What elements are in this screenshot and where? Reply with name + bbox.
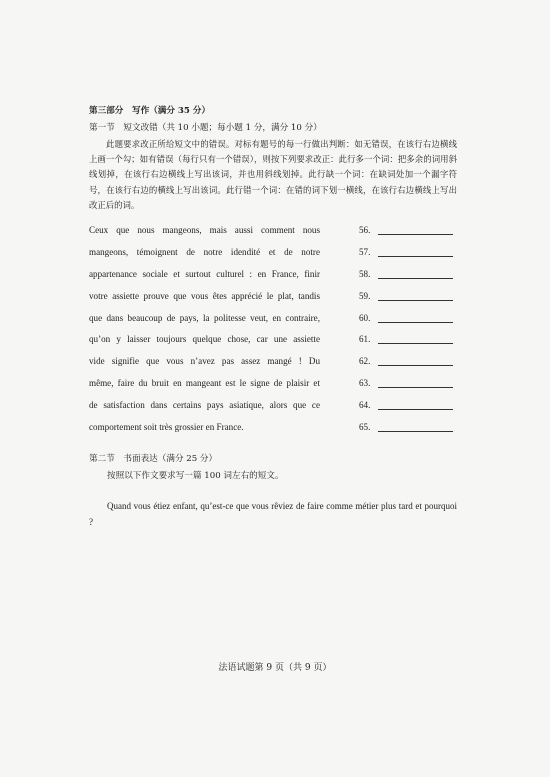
- writing-prompt: Quand vous étiez enfant, qu’est-ce que vous rêviez de faire comme métier plus tard et pourquoi ?: [89, 501, 457, 527]
- question-number: 63.: [359, 378, 371, 389]
- question-number: 58.: [359, 268, 371, 279]
- answer-blank[interactable]: [378, 234, 453, 235]
- passage-line: [89, 291, 469, 313]
- answer-blank[interactable]: [378, 300, 453, 301]
- passage-line-text: qu’on y laisser toujours quelque chose, car une assiette: [89, 334, 320, 345]
- answer-blank[interactable]: [378, 409, 453, 410]
- question-number: 57.: [359, 246, 371, 257]
- question-number: 65.: [359, 422, 371, 433]
- answer-blank[interactable]: [378, 278, 453, 279]
- question-number: 64.: [359, 400, 371, 411]
- passage-line: [89, 313, 469, 335]
- passage-line-text: même, faire du bruit en mangeant est le signe de plaisir et: [89, 378, 320, 389]
- error-correction-passage: [89, 225, 469, 444]
- passage-line-text: comportement soit très grossier en France.: [89, 422, 244, 433]
- answer-blank[interactable]: [378, 365, 453, 366]
- passage-line: [89, 334, 469, 356]
- passage-line: [89, 225, 469, 247]
- question-number: 62.: [359, 356, 371, 367]
- answer-blank[interactable]: [378, 387, 453, 388]
- passage-line-text: que dans beaucoup de pays, la politesse veut, en contraire,: [89, 312, 320, 323]
- question-number: 61.: [359, 334, 371, 345]
- question-number: 60.: [359, 312, 371, 323]
- passage-line: [89, 247, 469, 269]
- passage-line-text: Ceux que nous mangeons, mais aussi comment nous: [89, 225, 320, 235]
- question-number: 59.: [359, 290, 371, 301]
- passage-line: [89, 269, 469, 291]
- passage-line: [89, 356, 469, 378]
- part-title: 第三部分 写作（满分 35 分）: [89, 106, 211, 116]
- section2-title: 第二节 书面表达（满分 25 分）: [89, 454, 218, 464]
- answer-blank[interactable]: [378, 256, 453, 257]
- passage-line-text: appartenance sociale et surtout culturel : en France, finir: [89, 268, 320, 279]
- instructions: 此题要求改正所给短文中的错误。对标有题号的每一行做出判断：如无错误，在该行右边横线上画一个勾；如有错误（每行只有一个错误），则按下列要求改正：此行多一个词：把多余的词用斜线划掉，在该行右边横线上写出该词，并也用斜线划掉。此行缺一个词：在缺词处加一个漏字符号，在该行右边的横线上写出该词。此行错一个词：在错的词下划一横线，在该行右边横线上写出改正后的词。: [89, 139, 457, 210]
- section2-instruction: 按照以下作文要求写一篇 100 词左右的短文。: [107, 471, 284, 481]
- passage-line-text: mangeons, témoignent de notre idendité et de notre: [89, 246, 320, 257]
- passage-line: [89, 378, 469, 400]
- page-footer: 法语试题第 9 页（共 9 页）: [218, 663, 332, 673]
- passage-line-text: votre assiette prouve que vous êtes apprécié le plat, tandis: [89, 290, 320, 301]
- answer-blank[interactable]: [378, 431, 453, 432]
- passage-line: [89, 400, 469, 422]
- question-number: 56.: [359, 225, 371, 235]
- section1-title: 第一节 短文改错（共 10 小题；每小题 1 分，满分 10 分）: [89, 123, 322, 133]
- passage-line: [89, 422, 469, 444]
- answer-blank[interactable]: [378, 343, 453, 344]
- passage-line-text: de satisfaction dans certains pays asiatique, alors que ce: [89, 400, 320, 411]
- passage-line-text: vide signifie que vous n’avez pas assez mangé ! Du: [89, 356, 320, 367]
- answer-blank[interactable]: [378, 322, 453, 323]
